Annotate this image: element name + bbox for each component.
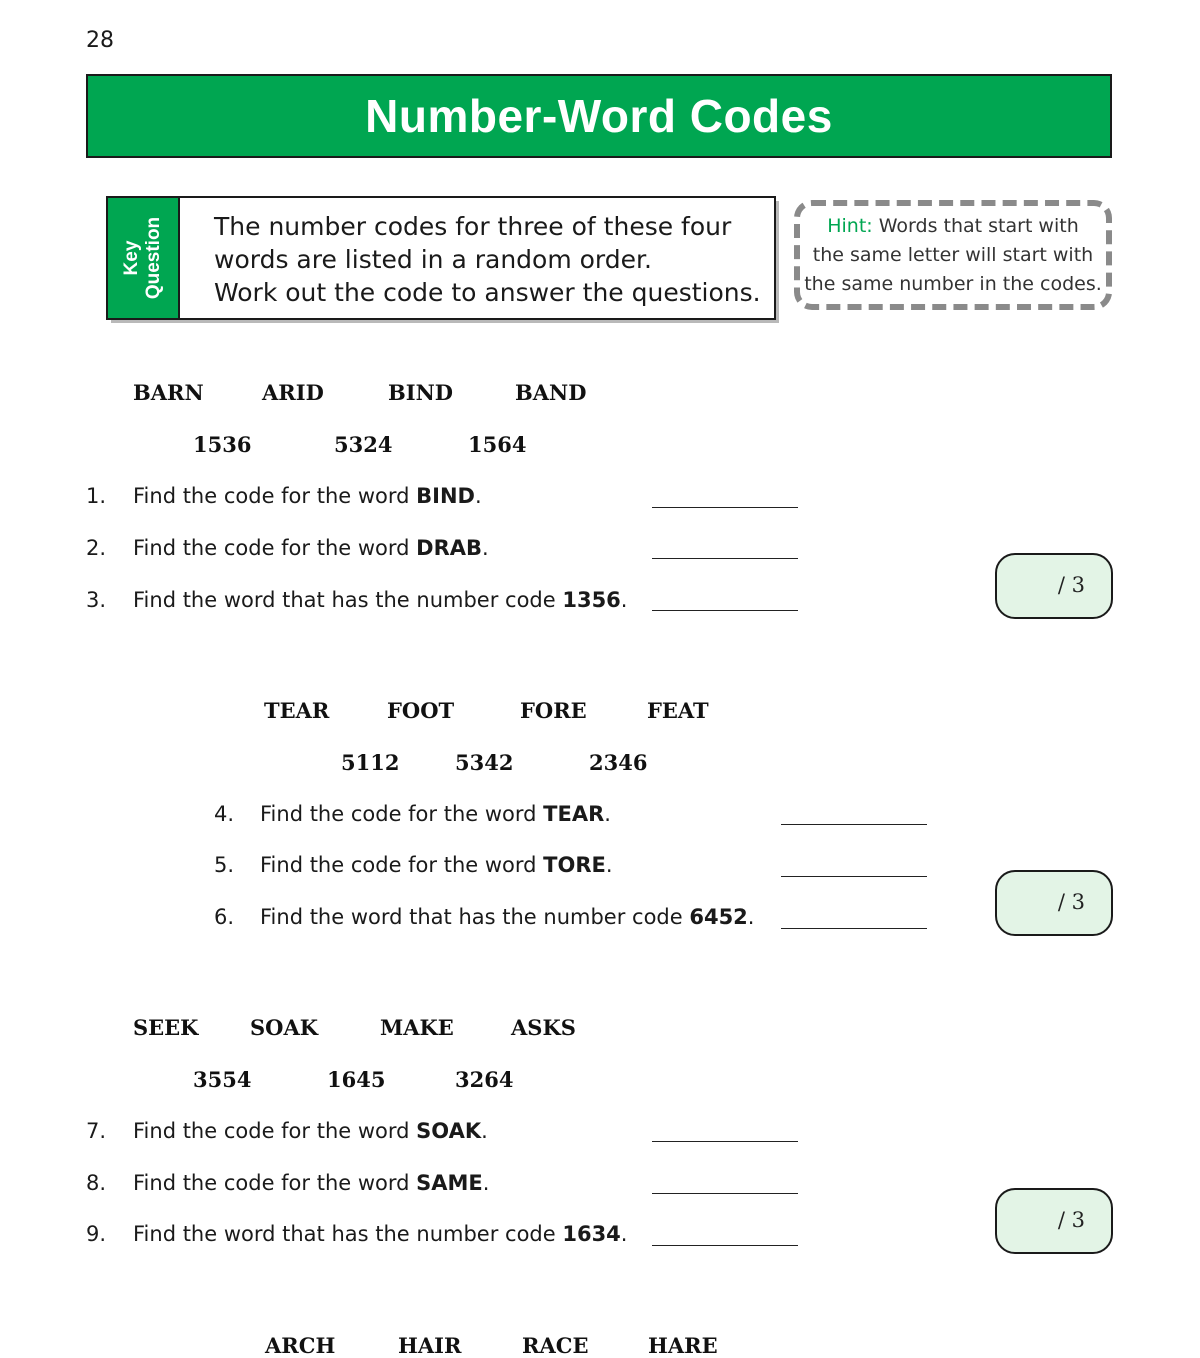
- page-number: 28: [86, 28, 114, 53]
- hint-label: Hint:: [827, 215, 873, 237]
- key-question-tab: [108, 198, 180, 318]
- hint-line: the same number in the codes.: [804, 273, 1102, 295]
- answer-line[interactable]: [652, 610, 798, 611]
- number-code: 1536: [193, 432, 252, 457]
- key-question-tab-line: Question: [143, 216, 164, 300]
- answer-line[interactable]: [652, 1193, 798, 1194]
- key-question-line: Work out the code to answer the questions.: [214, 278, 761, 307]
- key-question-line: words are listed in a random order.: [214, 245, 652, 274]
- code-word: MAKE: [380, 1015, 454, 1040]
- key-question-tab-label: [121, 217, 165, 299]
- code-word: RACE: [522, 1333, 589, 1358]
- hint-line: Words that start with: [872, 215, 1079, 237]
- question-number: 9.: [86, 1222, 107, 1246]
- answer-line[interactable]: [652, 507, 798, 508]
- question-text: Find the code for the word TEAR.: [260, 802, 611, 826]
- number-code: 3554: [193, 1067, 252, 1092]
- answer-line[interactable]: [781, 928, 927, 929]
- code-word: HARE: [648, 1333, 718, 1358]
- code-word: TEAR: [264, 698, 330, 723]
- title-banner: [86, 74, 1112, 158]
- score-text: / 3: [1057, 890, 1085, 914]
- score-text: / 3: [1057, 1208, 1085, 1232]
- hint-line: the same letter will start with: [812, 244, 1094, 266]
- number-code: 3264: [455, 1067, 514, 1092]
- code-word: ASKS: [511, 1015, 576, 1040]
- question-number: 2.: [86, 536, 107, 560]
- code-word: ARID: [262, 380, 324, 405]
- answer-line[interactable]: [652, 558, 798, 559]
- question-number: 3.: [86, 588, 107, 612]
- question-text: Find the code for the word BIND.: [133, 484, 482, 508]
- code-word: BIND: [388, 380, 453, 405]
- code-word: SEEK: [133, 1015, 199, 1040]
- number-code: 5324: [334, 432, 393, 457]
- question-number: 8.: [86, 1171, 107, 1195]
- question-text: Find the code for the word SOAK.: [133, 1119, 488, 1143]
- code-word: FEAT: [647, 698, 709, 723]
- score-box: [995, 553, 1113, 619]
- hint-text: [800, 212, 1106, 299]
- question-text: Find the code for the word SAME.: [133, 1171, 490, 1195]
- number-code: 1564: [468, 432, 527, 457]
- question-number: 5.: [214, 853, 235, 877]
- number-code: 1645: [327, 1067, 386, 1092]
- question-number: 7.: [86, 1119, 107, 1143]
- score-box: [995, 870, 1113, 936]
- key-question-line: The number codes for three of these four: [214, 212, 732, 241]
- answer-line[interactable]: [652, 1245, 798, 1246]
- question-number: 6.: [214, 905, 235, 929]
- number-code: 5342: [455, 750, 514, 775]
- score-text: / 3: [1057, 573, 1085, 597]
- page-title: Number-Word Codes: [365, 90, 833, 142]
- number-code: 2346: [589, 750, 648, 775]
- key-question-box: [106, 196, 776, 320]
- code-word: SOAK: [250, 1015, 319, 1040]
- key-question-tab-line: Key: [121, 240, 142, 276]
- answer-line[interactable]: [781, 824, 927, 825]
- code-word: HAIR: [398, 1333, 462, 1358]
- answer-line[interactable]: [652, 1141, 798, 1142]
- number-code: 5112: [341, 750, 400, 775]
- score-box: [995, 1188, 1113, 1254]
- answer-line[interactable]: [781, 876, 927, 877]
- code-word: FOOT: [387, 698, 455, 723]
- code-word: FORE: [520, 698, 587, 723]
- question-text: Find the word that has the number code 1356.: [133, 588, 628, 612]
- question-text: Find the word that has the number code 1634.: [133, 1222, 628, 1246]
- code-word: BAND: [515, 380, 587, 405]
- question-text: Find the word that has the number code 6452.: [260, 905, 755, 929]
- code-word: BARN: [133, 380, 204, 405]
- question-text: Find the code for the word DRAB.: [133, 536, 489, 560]
- question-number: 1.: [86, 484, 107, 508]
- code-word: ARCH: [265, 1333, 336, 1358]
- key-question-text: [180, 198, 761, 318]
- question-number: 4.: [214, 802, 235, 826]
- question-text: Find the code for the word TORE.: [260, 853, 613, 877]
